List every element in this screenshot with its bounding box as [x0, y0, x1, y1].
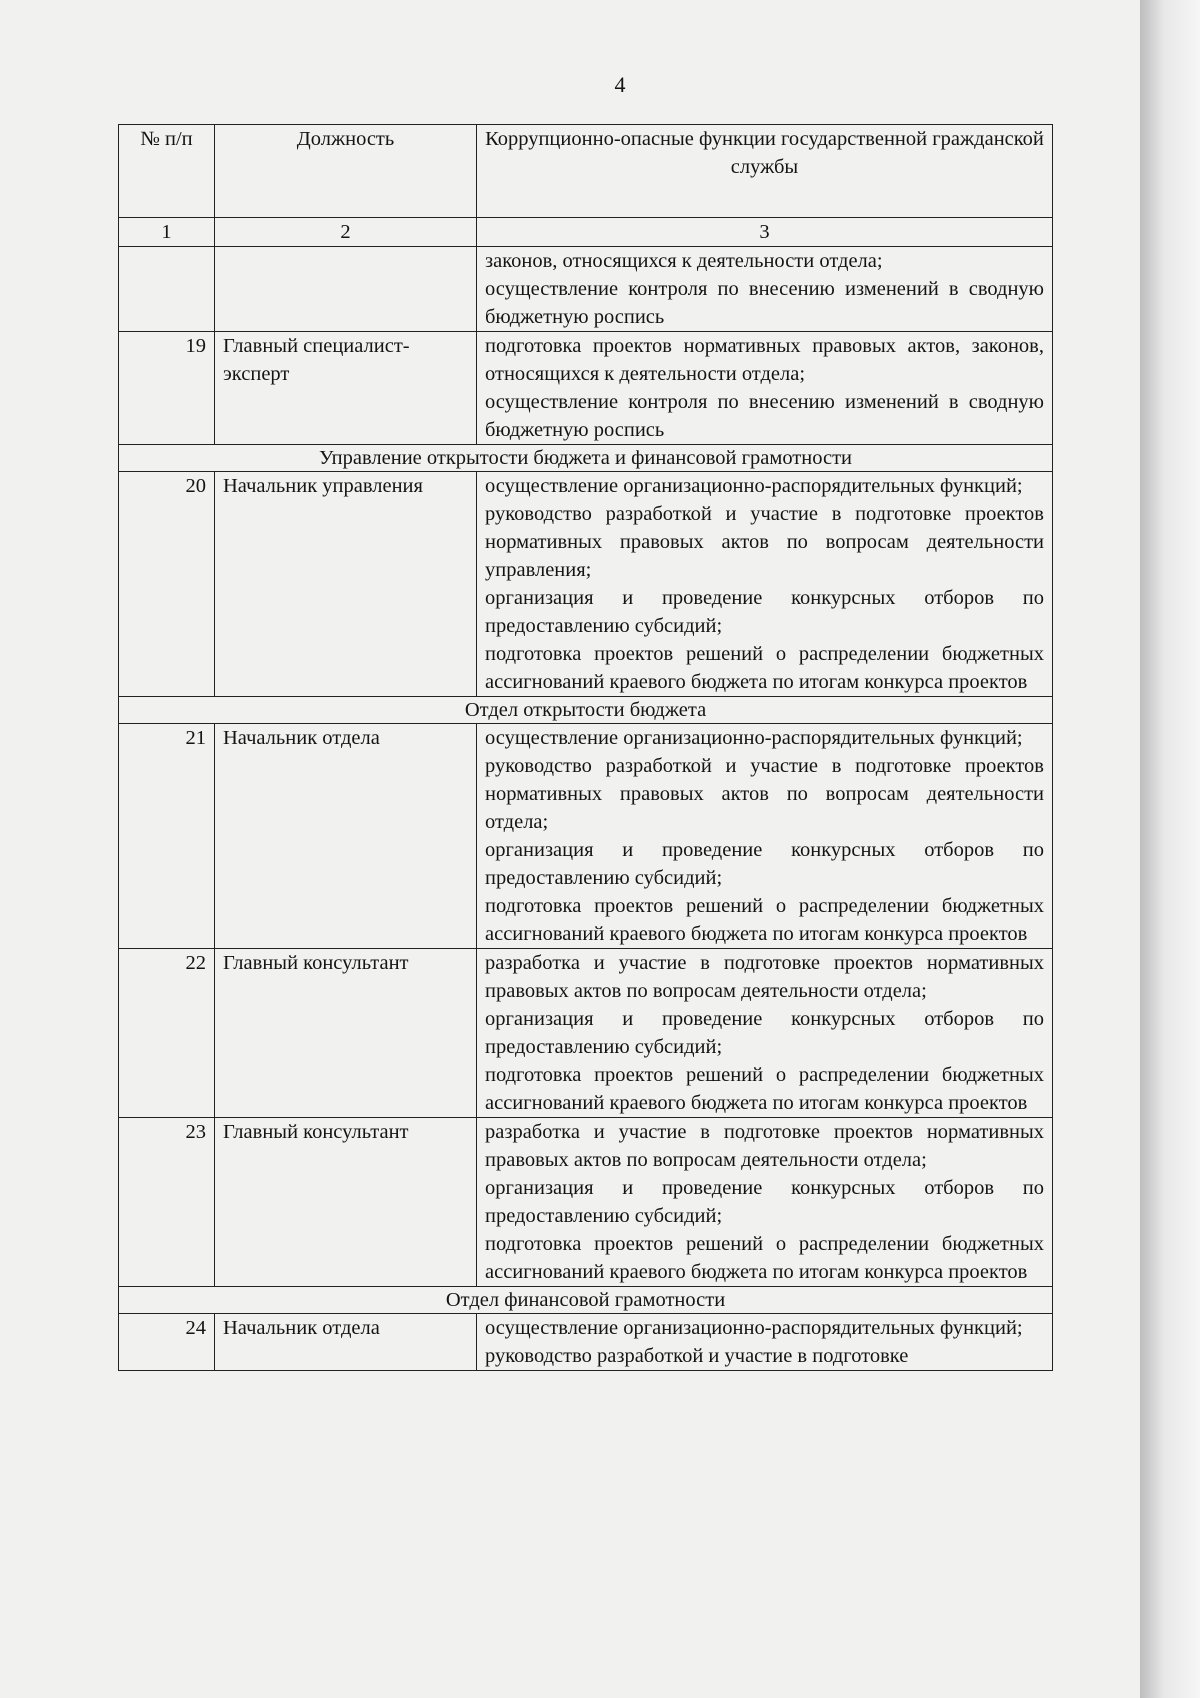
function-item: осуществление контроля по внесению изменений в сводную бюджетную роспись [485, 278, 1044, 328]
header-position: Должность [215, 125, 477, 218]
position-title: Начальник отдела [215, 724, 477, 949]
row-number: 20 [119, 472, 215, 697]
functions-cell [477, 1118, 1053, 1287]
header-number: № п/п [119, 125, 215, 218]
function-item: разработка и участие в подготовке проектов нормативных правовых актов по вопросам деятельности отдела; [485, 952, 1044, 1002]
row-number: 21 [119, 724, 215, 949]
scan-edge [1140, 0, 1200, 1698]
function-item: подготовка проектов решений о распределении бюджетных ассигнований краевого бюджета по итогам конкурса проектов [485, 1233, 1044, 1283]
functions-cell [477, 949, 1053, 1118]
table-row [119, 332, 1053, 445]
table-row [119, 472, 1053, 697]
column-number: 2 [215, 218, 477, 247]
function-item: руководство разработкой и участие в подготовке [485, 1345, 909, 1367]
section-row [119, 445, 1053, 472]
row-number: 23 [119, 1118, 215, 1287]
function-item: разработка и участие в подготовке проектов нормативных правовых актов по вопросам деятельности отдела; [485, 1121, 1044, 1171]
function-item: законов, относящихся к деятельности отдела; [485, 250, 883, 272]
table-row [119, 247, 1053, 332]
function-item: организация и проведение конкурсных отборов по предоставлению субсидий; [485, 587, 1044, 637]
function-item: организация и проведение конкурсных отборов по предоставлению субсидий; [485, 839, 1044, 889]
row-number: 24 [119, 1314, 215, 1371]
section-row [119, 1287, 1053, 1314]
position-title: Главный консультант [215, 949, 477, 1118]
function-item: осуществление контроля по внесению изменений в сводную бюджетную роспись [485, 391, 1044, 441]
functions-cell [477, 332, 1053, 445]
table-body [119, 247, 1053, 1371]
section-title: Управление открытости бюджета и финансовой грамотности [119, 445, 1053, 472]
section-title: Отдел финансовой грамотности [119, 1287, 1053, 1314]
position-title: Начальник отдела [215, 1314, 477, 1371]
table-row [119, 949, 1053, 1118]
position-title: Главный специалист-эксперт [215, 332, 477, 445]
function-item: организация и проведение конкурсных отборов по предоставлению субсидий; [485, 1177, 1044, 1227]
function-item: руководство разработкой и участие в подготовке проектов нормативных правовых актов по вопросам деятельности управления; [485, 503, 1044, 581]
function-item: осуществление организационно-распорядительных функций; [485, 727, 1023, 749]
column-number: 1 [119, 218, 215, 247]
position-title [215, 247, 477, 332]
functions-cell [477, 724, 1053, 949]
function-item: подготовка проектов решений о распределении бюджетных ассигнований краевого бюджета по итогам конкурса проектов [485, 1064, 1044, 1114]
section-title: Отдел открытости бюджета [119, 697, 1053, 724]
section-row [119, 697, 1053, 724]
functions-cell [477, 247, 1053, 332]
functions-cell [477, 472, 1053, 697]
position-title: Начальник управления [215, 472, 477, 697]
position-title: Главный консультант [215, 1118, 477, 1287]
function-item: организация и проведение конкурсных отборов по предоставлению субсидий; [485, 1008, 1044, 1058]
table-row [119, 724, 1053, 949]
table-header-row [119, 125, 1053, 218]
header-functions: Коррупционно-опасные функции государственной гражданской службы [477, 125, 1053, 218]
function-item: подготовка проектов решений о распределении бюджетных ассигнований краевого бюджета по итогам конкурса проектов [485, 643, 1044, 693]
column-numbers-row [119, 218, 1053, 247]
function-item: руководство разработкой и участие в подготовке проектов нормативных правовых актов по вопросам деятельности отдела; [485, 755, 1044, 833]
functions-cell [477, 1314, 1053, 1371]
row-number [119, 247, 215, 332]
row-number: 22 [119, 949, 215, 1118]
page-number: 4 [614, 72, 626, 97]
row-number: 19 [119, 332, 215, 445]
table-row [119, 1118, 1053, 1287]
column-number: 3 [477, 218, 1053, 247]
function-item: осуществление организационно-распорядительных функций; [485, 475, 1023, 497]
function-item: осуществление организационно-распорядительных функций; [485, 1317, 1023, 1339]
function-item: подготовка проектов решений о распределении бюджетных ассигнований краевого бюджета по итогам конкурса проектов [485, 895, 1044, 945]
corruption-functions-table [118, 124, 1053, 1371]
function-item: подготовка проектов нормативных правовых актов, законов, относящихся к деятельности отдела; [485, 335, 1044, 385]
table-row [119, 1314, 1053, 1371]
